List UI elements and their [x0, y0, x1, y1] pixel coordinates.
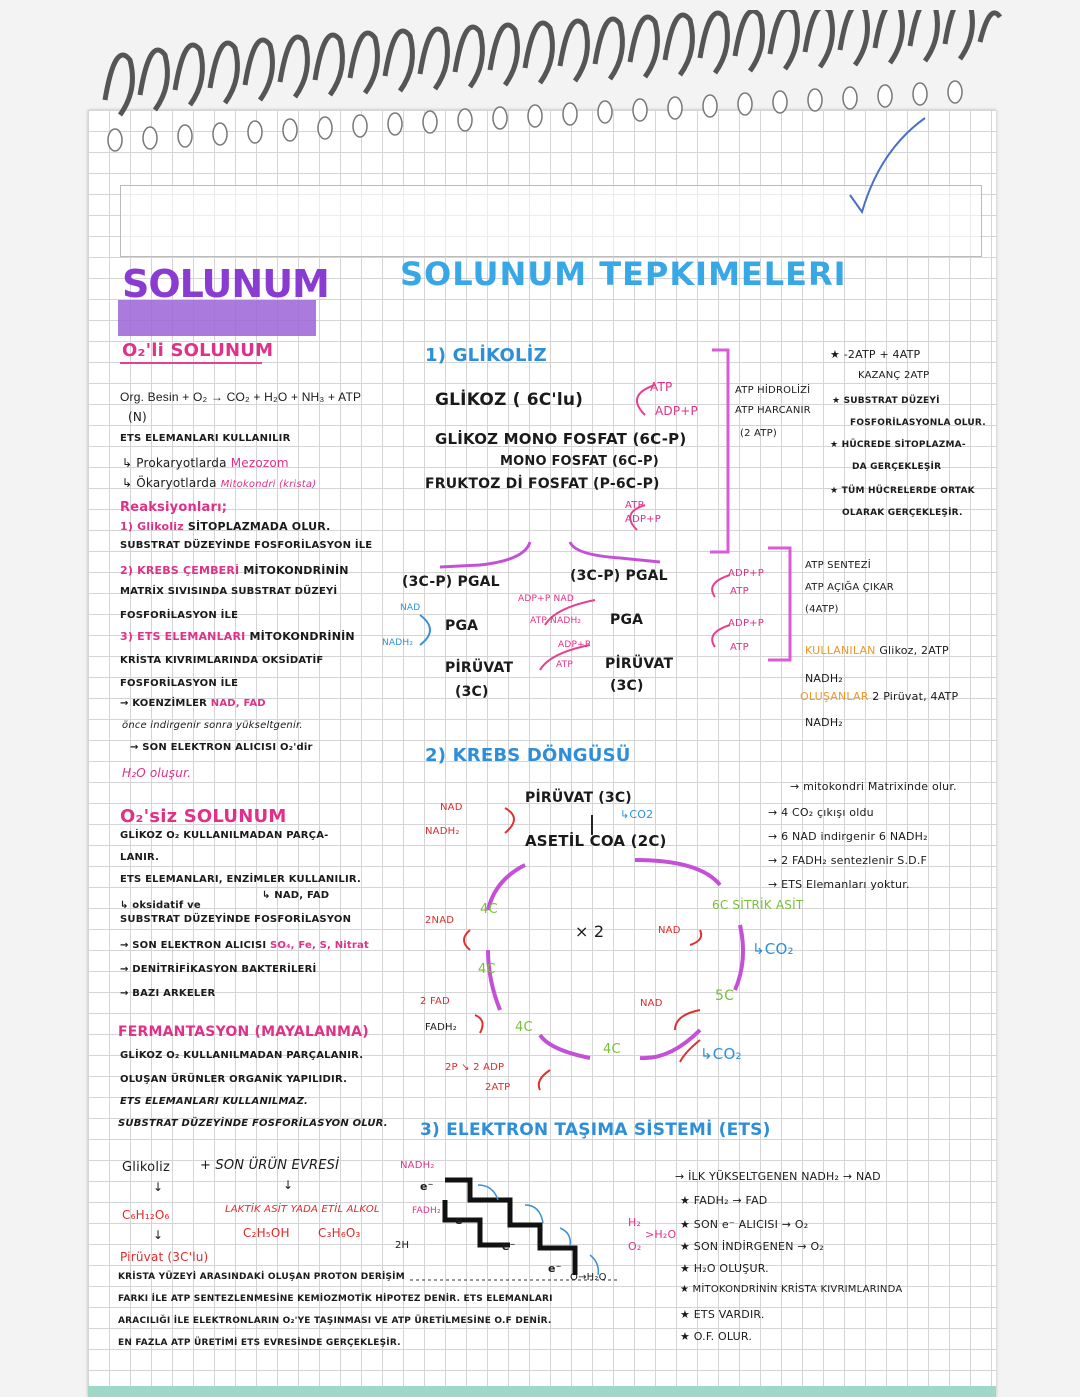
pga-left: PGA [445, 618, 479, 634]
r2-line: 2) KREBS ÇEMBERİ MİTOKONDRİNİN [120, 564, 349, 577]
r2-line-3: FOSFORİLASYON İLE [120, 610, 239, 621]
adp-1: ADP+P [655, 404, 698, 418]
split-arrow-right [570, 542, 660, 562]
glikoliz-heading: 1) GLİKOLİZ [425, 345, 547, 366]
ets-water: O→H₂O [570, 1272, 607, 1283]
atp-2: ATP [625, 500, 644, 511]
note-5: ★ HÜCREDE SİTOPLAZMA- [830, 440, 966, 450]
note-8: OLARAK GERÇEKLEŞİR. [842, 508, 963, 518]
arrow-down-2: ↓ [283, 1178, 294, 1192]
hidroliz-3: (2 ATP) [740, 428, 777, 439]
section-title: SOLUNUM TEPKIMELERI [400, 255, 847, 293]
krebs-co2-3: ↳CO₂ [700, 1045, 742, 1063]
bottom-line-3: ARACILIĞI İLE ELEKTRONLARIN O₂'YE TAŞINMASI VE ATP ÜRETİLMESİNE O.F DENİR. [118, 1316, 552, 1326]
atp-nadh-mid: ATP NADH₂ [530, 616, 582, 626]
nad-left: NAD [400, 603, 421, 613]
sentez-1: ATP SENTEZİ [805, 560, 871, 571]
h2o-line: H₂O oluşur. [122, 766, 192, 780]
r2-line-2: MATRİX SIVISINDA SUBSTRAT DÜZEYİ [120, 586, 338, 597]
page-title: SOLUNUM [122, 262, 329, 306]
ets-note-5: ★ H₂O OLUŞUR. [680, 1262, 769, 1275]
c5-label: 5C [715, 988, 735, 1004]
fdp-label: FRUKTOZ Dİ FOSFAT (P-6C-P) [425, 476, 660, 492]
arrow-down-1: ↓ [153, 1180, 164, 1194]
times-two: × 2 [575, 922, 605, 941]
r-atp-1: ATP [730, 586, 749, 597]
hidroliz-2: ATP HARCANIR [735, 405, 811, 416]
krebs-nad-r2: NAD [640, 998, 663, 1009]
ets-note-4: ★ SON İNDİRGENEN → O₂ [680, 1240, 824, 1253]
c4-b: 4C [478, 962, 496, 977]
c4-c: 4C [515, 1020, 533, 1035]
o2li-heading: O₂'li SOLUNUM [122, 340, 274, 361]
equation-n: (N) [128, 410, 147, 424]
olusanlar-nadh: NADH₂ [805, 716, 843, 729]
krebs-nad-1: NAD [440, 802, 463, 813]
krebs-nadh-1: NADH₂ [425, 826, 460, 837]
o2siz-line-8: → DENİTRİFİKASYON BAKTERİLERİ [120, 964, 317, 975]
o2siz-line-7: → SON ELEKTRON ALICISI SO₄, Fe, S, Nitrat [120, 940, 369, 951]
atp-mid-2: ATP [556, 660, 573, 670]
ets-note-8: ★ O.F. OLUR. [680, 1330, 753, 1343]
checkmark [850, 118, 925, 212]
note-3: ★ SUBSTRAT DÜZEYİ [832, 396, 940, 406]
krebs-note-3: → 6 NAD indirgenir 6 NADH₂ [768, 830, 928, 843]
ets-h2: H₂ [628, 1216, 642, 1229]
c4-a: 4C [480, 902, 498, 917]
prok-line: ↳ Prokaryotlarda Mezozom [122, 456, 289, 470]
o2siz-line-4: ↳ NAD, FAD [262, 890, 330, 901]
o2siz-heading: O₂'siz SOLUNUM [120, 806, 287, 827]
piruvat-left: PİRÜVAT [445, 660, 514, 676]
krebs-co2-1: ↳CO2 [620, 808, 654, 821]
r3-line-3: FOSFORİLASYON İLE [120, 678, 239, 689]
krebs-heading: 2) KREBS DÖNGÜSÜ [425, 745, 631, 766]
bottom-line-1: KRİSTA YÜZEYİ ARASINDAKİ OLUŞAN PROTON DERİŞİM [118, 1272, 405, 1282]
r1-line-2: SUBSTRAT DÜZEYİNDE FOSFORİLASYON İLE [120, 540, 373, 551]
piruvat-right: PİRÜVAT [605, 656, 674, 672]
krebs-note-1: → mitokondri Matrixinde olur. [790, 780, 957, 793]
ets-note-3: ★ SON e⁻ ALICISI → O₂ [680, 1218, 809, 1231]
ets-note-6: ★ MİTOKONDRİNİN KRİSTA KIVRIMLARINDA [680, 1284, 903, 1295]
sitrik-asit: 6C SİTRİK ASİT [712, 898, 804, 912]
adp-2: ADP+P [625, 514, 661, 525]
o2siz-line-2: LANIR. [120, 852, 160, 863]
ets-note-1: → İLK YÜKSELTGENEN NADH₂ → NAD [675, 1170, 881, 1183]
krebs-piruvat: PİRÜVAT (3C) [525, 790, 632, 806]
bottom-line-2: FARKI İLE ATP SENTEZLENMESİNE KEMİOZMOTİK HİPOTEZ DENİR. ETS ELEMANLARI [118, 1294, 553, 1304]
krebs-note-5: → ETS Elemanları yoktur. [768, 878, 910, 891]
r1-line: 1) Glikoliz SİTOPLAZMADA OLUR. [120, 520, 331, 533]
kullanilan-line: KULLANILAN Glikoz, 2ATP [805, 644, 949, 657]
o2siz-line-9: → BAZI ARKELER [120, 988, 216, 999]
krebs-fadh: FADH₂ [425, 1022, 457, 1033]
fmp-label: MONO FOSFAT (6C-P) [500, 454, 659, 469]
piruvat-right-c: (3C) [610, 678, 644, 694]
krebs-red-arrows [464, 808, 701, 1090]
ferm-line-4: SUBSTRAT DÜZEYİNDE FOSFORİLASYON OLUR. [118, 1118, 388, 1129]
ets-h2o: >H₂O [645, 1228, 677, 1241]
ets-o2: O₂ [628, 1240, 642, 1253]
ferm-line-1: GLİKOZ O₂ KULLANILMADAN PARÇALANIR. [120, 1050, 364, 1061]
asetil-coa: ASETİL COA (2C) [525, 832, 667, 850]
hidroliz-1: ATP HİDROLİZİ [735, 385, 811, 396]
glikoz-label: GLİKOZ ( 6C'lu) [435, 390, 584, 410]
nad-arrow [420, 615, 430, 645]
krebs-atp: 2ATP [485, 1082, 511, 1093]
koenzim-line: → KOENZİMLER NAD, FAD [120, 698, 266, 709]
nadh-left: NADH₂ [382, 638, 414, 648]
r3-line: 3) ETS ELEMANLARI MİTOKONDRİNİN [120, 630, 355, 643]
son-alici-line: → SON ELEKTRON ALICISI O₂'dir [130, 742, 313, 753]
o2siz-line-5: ↳ oksidatif ve [120, 900, 201, 911]
ets-e-1: e⁻ [420, 1180, 434, 1193]
synthesis-bracket [768, 548, 790, 660]
ets-note-2: ★ FADH₂ → FAD [680, 1194, 768, 1207]
ets-fadh: FADH₂ [412, 1206, 441, 1216]
krebs-nad-l: 2NAD [425, 915, 455, 926]
ets-2h: 2H [395, 1240, 410, 1251]
sentez-2: ATP AÇIĞA ÇIKAR [805, 582, 894, 593]
lactic-formula: C₃H₆O₃ [318, 1226, 361, 1240]
krebs-nad-r1: NAD [658, 925, 681, 936]
adp-mid-2: ADP+P [558, 640, 591, 650]
piruvat-left-c: (3C) [455, 684, 489, 700]
laktik-label: LAKTİK ASİT YADA ETİL ALKOL [225, 1204, 380, 1215]
ets-e-3: e⁻ [502, 1240, 516, 1253]
o2siz-line-6: SUBSTRAT DÜZEYİNDE FOSFORİLASYON [120, 914, 352, 925]
pgal-right: (3C-P) PGAL [570, 568, 668, 584]
ok-line: ↳ Ökaryotlarda Mitokondri (krista) [122, 476, 317, 490]
adp-nad-mid: ADP+P NAD [518, 594, 574, 604]
piruvat-label: Pirüvat (3C'lu) [120, 1250, 209, 1264]
glucose-formula: C₆H₁₂O₆ [122, 1208, 170, 1222]
split-arrow-left [440, 542, 530, 567]
krebs-note-4: → 2 FADH₂ sentezlenir S.D.F [768, 854, 928, 867]
ferm-line-3: ETS ELEMANLARI KULLANILMAZ. [120, 1096, 309, 1107]
equation: Org. Besin + O₂ → CO₂ + H₂O + NH₃ + ATP [120, 390, 362, 404]
pgal-left: (3C-P) PGAL [402, 574, 500, 590]
ets-note-7: ★ ETS VARDIR. [680, 1308, 765, 1321]
reaksiyon-heading: Reaksiyonları; [120, 500, 228, 515]
ets-heading: 3) ELEKTRON TAŞIMA SİSTEMİ (ETS) [420, 1120, 771, 1140]
ethanol-formula: C₂H₅OH [243, 1226, 290, 1240]
olusanlar-line: OLUŞANLAR 2 Pirüvat, 4ATP [800, 690, 959, 703]
ets-e-4: e⁻ [548, 1262, 562, 1275]
son-urun-label: + SON ÜRÜN EVRESİ [200, 1158, 340, 1173]
pga-right: PGA [610, 612, 644, 628]
ferm-line-2: OLUŞAN ÜRÜNLER ORGANİK YAPILIDIR. [120, 1074, 348, 1085]
r3-line-2: KRİSTA KIVRIMLARINDA OKSİDATİF [120, 655, 324, 666]
note-1: ★ -2ATP + 4ATP [830, 348, 921, 361]
note-7: ★ TÜM HÜCRELERDE ORTAK [830, 486, 975, 496]
ets-line: ETS ELEMANLARI KULLANILIR [120, 433, 291, 444]
krebs-note-2: → 4 CO₂ çıkışı oldu [768, 806, 874, 819]
once-line: önce indirgenir sonra yükseltgenir. [122, 720, 303, 731]
krebs-co2-2: ↳CO₂ [752, 940, 794, 958]
arrow-down-3: ↓ [153, 1228, 164, 1242]
ets-staircase [445, 1180, 575, 1275]
gmp-label: GLİKOZ MONO FOSFAT (6C-P) [435, 430, 687, 448]
note-6: DA GERÇEKLEŞİR [852, 462, 942, 472]
sentez-3: (4ATP) [805, 604, 839, 615]
glikoliz-label: Glikoliz [122, 1160, 170, 1175]
kullanilan-nadh: NADH₂ [805, 672, 843, 685]
r-adp-1: ADP+P [728, 568, 764, 579]
bottom-line-4: EN FAZLA ATP ÜRETİMİ ETS EVRESİNDE GERÇEKLEŞİR. [118, 1338, 401, 1348]
r-adp-2: ADP+P [728, 618, 764, 629]
ferm-heading: FERMANTASYON (MAYALANMA) [118, 1024, 369, 1040]
o2siz-line-3: ETS ELEMANLARI, ENZİMLER KULLANILIR. [120, 874, 361, 885]
o2siz-line-1: GLİKOZ O₂ KULLANILMADAN PARÇA- [120, 830, 329, 841]
atp-1: ATP [650, 380, 673, 394]
c4-d: 4C [603, 1042, 621, 1057]
glikoliz-bracket [710, 350, 728, 552]
ets-nadh: NADH₂ [400, 1160, 435, 1171]
note-2: KAZANÇ 2ATP [858, 370, 930, 381]
note-4: FOSFORİLASYONLA OLUR. [850, 418, 986, 428]
r-atp-2: ATP [730, 642, 749, 653]
krebs-adp: 2P ↘ 2 ADP [445, 1062, 505, 1073]
krebs-fad: 2 FAD [420, 996, 450, 1007]
ets-e-2: e⁻ [455, 1214, 469, 1227]
